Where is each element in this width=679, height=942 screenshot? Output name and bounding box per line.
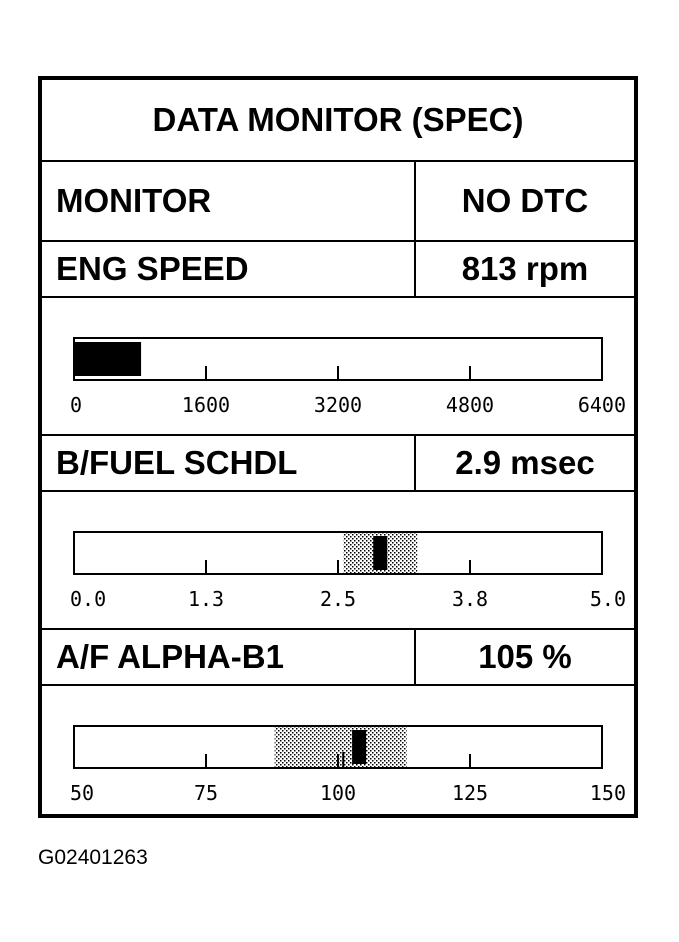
eng-speed-tick-label: 4800 bbox=[445, 393, 495, 417]
alpha-gauge-row bbox=[42, 686, 634, 818]
alpha-row bbox=[42, 630, 634, 686]
eng-speed-tick-label: 0 bbox=[70, 393, 83, 417]
fuel-label: B/FUEL SCHDL bbox=[42, 436, 416, 490]
fuel-tick-label: 5.0 bbox=[589, 587, 626, 611]
fuel-tick-label: 2.5 bbox=[319, 587, 357, 611]
fuel-indicator bbox=[373, 536, 387, 570]
fuel-row bbox=[42, 436, 634, 492]
alpha-tick-label: 125 bbox=[451, 781, 489, 805]
alpha-tick-label: 75 bbox=[193, 781, 219, 805]
fuel-tick-label: 3.8 bbox=[451, 587, 489, 611]
figure-code: G02401263 bbox=[38, 846, 148, 869]
alpha-spec-range bbox=[275, 726, 407, 768]
eng-speed-gauge-row bbox=[42, 298, 634, 436]
eng-speed-gauge bbox=[42, 298, 634, 434]
monitor-label: MONITOR bbox=[42, 162, 416, 240]
eng-speed-tick-label: 1600 bbox=[181, 393, 231, 417]
panel-title: DATA MONITOR (SPEC) bbox=[42, 80, 634, 162]
fuel-value: 2.9 msec bbox=[455, 444, 595, 481]
alpha-tick-label: 150 bbox=[589, 781, 626, 805]
monitor-value: NO DTC bbox=[461, 182, 589, 219]
alpha-tick-label: 100 bbox=[319, 781, 357, 805]
eng-speed-label: ENG SPEED bbox=[42, 242, 416, 296]
alpha-tick-label: 50 bbox=[70, 781, 95, 805]
eng-speed-value: 813 rpm bbox=[461, 250, 589, 287]
eng-speed-tick-label: 3200 bbox=[313, 393, 363, 417]
monitor-row bbox=[42, 162, 634, 242]
fuel-gauge-row bbox=[42, 492, 634, 630]
alpha-value: 105 % bbox=[478, 638, 572, 675]
data-monitor-panel bbox=[38, 76, 638, 818]
fuel-tick-label: 1.3 bbox=[187, 587, 225, 611]
alpha-gauge bbox=[42, 686, 634, 818]
alpha-indicator bbox=[352, 730, 366, 764]
fuel-gauge bbox=[42, 492, 634, 628]
alpha-label: A/F ALPHA-B1 bbox=[42, 630, 416, 684]
fuel-tick-label: 0.0 bbox=[70, 587, 107, 611]
eng-speed-value-bar bbox=[74, 342, 141, 376]
eng-speed-tick-label: 6400 bbox=[577, 393, 626, 417]
eng-speed-row bbox=[42, 242, 634, 298]
